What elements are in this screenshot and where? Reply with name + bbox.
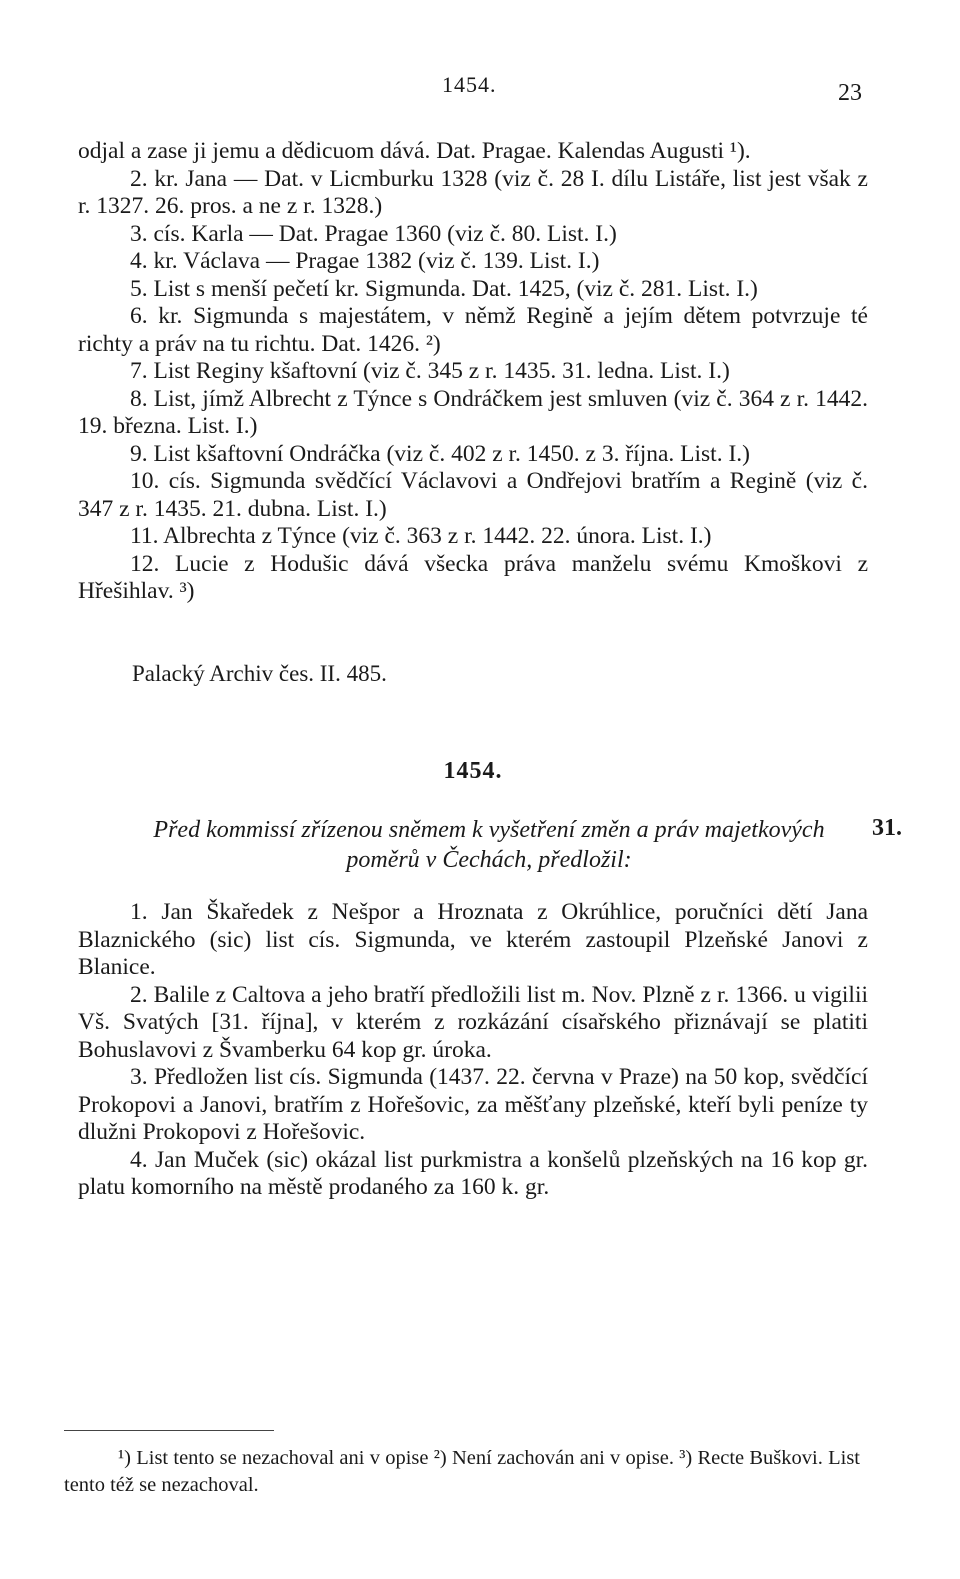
list-item: 6. kr. Sigmunda s majestátem, v němž Regině a jejím dětem potvrzuje té richty a práv na tu richtu. Dat. 1426. ²) [78, 303, 868, 357]
list-item: 2. kr. Jana — Dat. v Licmburku 1328 (viz č. 28 I. dílu Listáře, list jest však z r. 1327. 26. pros. a ne z r. 1328.) [78, 165, 868, 219]
document-items [78, 899, 868, 1202]
list-item: 9. List kšaftovní Ondráčka (viz č. 402 z r. 1450. z 3. října. List. I.) [130, 440, 750, 467]
document-number: 31. [872, 815, 902, 841]
page-number: 23 [838, 80, 862, 106]
list-item: 5. List s menší pečetí kr. Sigmunda. Dat. 1425, (viz č. 281. List. I.) [130, 275, 758, 302]
footnote-text: ¹) List tento se nezachoval ani v opise ²) Není zachován ani v opise. ³) Recte Buškovi. List tento též se nezachoval. [64, 1447, 860, 1496]
list-item: 2. Balile z Caltova a jeho bratří předložili list m. Nov. Plzně z r. 1366. u vigilii Vš. Svatých [31. října], v kterém z rozkázání císařského přiznávají se platiti Bohuslavovi z Švamberku 64 kop gr. úroka. [78, 981, 868, 1063]
footnotes [64, 1430, 860, 1499]
list-item: 3. cís. Karla — Dat. Pragae 1360 (viz č. 80. List. I.) [130, 220, 617, 247]
continuation-paragraph: odjal a zase ji jemu a dědicuom dává. Dat. Pragae. Kalendas Augusti ¹). [78, 138, 751, 164]
list-item: 4. kr. Václava — Pragae 1382 (viz č. 139. List. I.) [130, 248, 600, 274]
footnote-divider [64, 1430, 274, 1431]
list-item: 12. Lucie z Hodušic dává všecka práva manželu svému Kmoškovi z Hřešihlav. ³) [78, 550, 868, 604]
list-item: 10. cís. Sigmunda svědčící Václavovi a Ondřejovi bratřím a Regině (viz č. 347 z r. 1435. 21. dubna. List. I.) [78, 468, 868, 522]
list-item: 4. Jan Muček (sic) okázal list purkmistra a konšelů plzeňských na 16 kop gr. platu komorního na městě prodaného za 160 k. gr. [78, 1146, 868, 1200]
list-item: 7. List Reginy kšaftovní (viz č. 345 z r. 1435. 31. ledna. List. I.) [130, 358, 730, 384]
list-item: 3. Předložen list cís. Sigmunda (1437. 22. června v Praze) na 50 kop, svědčící Prokopovi a Janovi, bratřím z Hořešovic, za měšťany plzeňské, kteří byli peníze ty dlužni Prokopovi z Hořešovic. [78, 1064, 868, 1145]
source-citation: Palacký Archiv čes. II. 485. [132, 660, 387, 686]
document-title-block [78, 815, 902, 875]
document-year-heading: 1454. [443, 757, 503, 784]
document-title: Před kommissí zřízenou sněmem k vyšetření změn a práv majetkových poměrů v Čechách, předložil: [153, 817, 825, 873]
list-item: 1. Jan Škaředek z Nešpor a Hroznata z Okrúhlice, poručníci dětí Jana Blaznického (sic) list cís. Sigmunda, ve kterém zastoupil Plzeňské Janovi z Blanice. [78, 899, 868, 980]
running-head-year: 1454. [442, 72, 497, 97]
body-text [78, 138, 902, 1202]
running-head [0, 72, 960, 106]
list-item: 8. List, jímž Albrecht z Týnce s Ondráčkem jest smluven (viz č. 364 z r. 1442. 19. března. List. I.) [78, 385, 868, 439]
list-item: 11. Albrechta z Týnce (viz č. 363 z r. 1442. 22. února. List. I.) [130, 523, 712, 549]
